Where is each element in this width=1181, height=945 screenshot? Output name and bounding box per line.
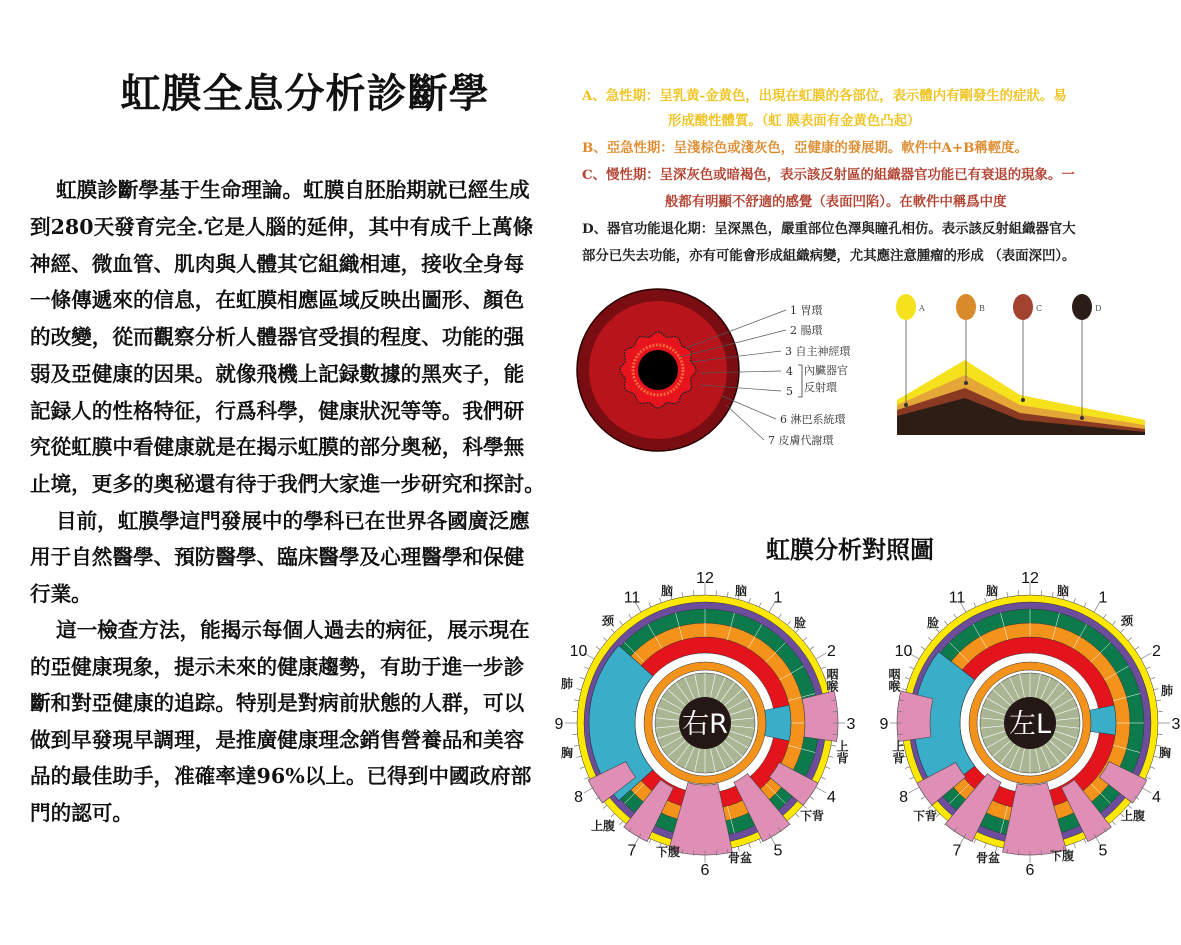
clock-number: 4 <box>1151 789 1161 806</box>
clock-tick <box>1128 638 1132 641</box>
stage-line: D、器官功能退化期：呈深黑色，嚴重部位色澤與瞳孔相仿。表示該反射組織器官大 <box>582 221 1076 237</box>
clock-tick <box>1112 821 1115 825</box>
region-label: 上背 <box>835 740 849 764</box>
clock-tick <box>1154 689 1159 690</box>
clock-tick <box>1150 678 1155 680</box>
clock-tick <box>574 700 579 701</box>
clock-tick <box>580 678 585 680</box>
clock-tick <box>1128 805 1132 808</box>
cross-section-label: 4 <box>786 365 793 378</box>
clock-number: 4 <box>826 789 836 806</box>
clock-tick <box>902 689 907 690</box>
clock-tick <box>954 614 957 618</box>
region-label: 肺 <box>1160 684 1174 698</box>
region-label: 脸 <box>926 616 940 630</box>
clock-tick <box>803 805 807 808</box>
clock-tick <box>821 777 826 779</box>
clock-tick <box>816 653 826 659</box>
clock-tick <box>1141 787 1151 793</box>
region-label: 下腹 <box>1049 849 1075 863</box>
clock-tick <box>787 621 790 625</box>
clock-tick <box>985 843 987 848</box>
clock-tick <box>577 689 582 690</box>
intro-line: 到280天發育完全.它是人腦的延伸，其中有成千上萬條 <box>30 215 534 239</box>
clock-number: 3 <box>846 716 856 733</box>
clock-tick <box>985 598 987 603</box>
clock-tick <box>928 805 932 808</box>
clock-tick <box>909 777 914 779</box>
clock-tick <box>759 602 761 607</box>
intro-line: 記録人的性格特征，行爲科學，健康狀況等等。我們研 <box>30 399 525 423</box>
clock-tick <box>603 638 607 641</box>
clock-tick <box>1154 756 1159 757</box>
region-label: 颈 <box>601 614 615 628</box>
cross-section-label: 7 皮膚代謝環 <box>768 434 834 447</box>
clock-tick <box>945 621 948 625</box>
clock-tick <box>1141 653 1151 659</box>
region-label: 下腹 <box>655 845 681 859</box>
clock-tick <box>921 796 925 799</box>
page-title: 虹膜全息分析診斷學 <box>120 70 490 117</box>
intro-line: 弱及亞健康的因果。就像飛機上記録數據的黑夾子，能 <box>30 362 525 386</box>
intro-line: 斷和對亞健康的追踪。特别是對病前狀態的人群，可以 <box>30 691 525 715</box>
cross-section-label: 1 胃環 <box>790 304 823 317</box>
center-label: 右R <box>682 709 728 740</box>
clock-number: 7 <box>952 842 962 860</box>
intro-line: 用于自然醫學、預防醫學、臨床醫學及心理醫學和保健 <box>30 545 525 569</box>
clock-tick <box>1135 647 1139 650</box>
clock-tick <box>727 592 728 597</box>
intro-line: 神經、微血管、肌肉與人體其它組織相連，接收全身每 <box>30 252 525 276</box>
stage-line: B、亞急性期：呈淺棕色或淺灰色，亞健康的發展期。軟件中A+B稱輕度。 <box>582 140 1028 156</box>
clock-tick <box>759 839 761 844</box>
stage-line: A、急性期：呈乳黄-金黄色，出現在虹膜的各部位，表示體内有剛發生的症狀。易 <box>582 88 1067 104</box>
region-label: 脑 <box>660 584 674 598</box>
inner-zone <box>1090 705 1116 735</box>
stage-line: 部分已失去功能，亦有可能會形成組織病變，尤其應注意腫瘤的形成 （表面深凹）。 <box>582 248 1076 264</box>
clock-number: 12 <box>696 570 714 587</box>
cross-section-label: 反射環 <box>804 381 837 394</box>
clock-tick <box>905 767 910 769</box>
clock-tick <box>928 638 932 641</box>
clock-tick <box>611 814 615 818</box>
region-label: 脑 <box>734 584 748 598</box>
cross-section-label: 3 自主神經環 <box>785 345 851 358</box>
clock-number: 9 <box>554 716 564 733</box>
region-label: 咽喉 <box>825 668 839 692</box>
region-label: 胸 <box>1158 746 1172 760</box>
clock-tick <box>574 745 579 746</box>
clock-tick <box>749 843 751 848</box>
marker-dot <box>964 381 968 385</box>
clock-number: 5 <box>1098 842 1108 860</box>
clock-tick <box>1074 843 1076 848</box>
intro-line: 門的認可。 <box>30 801 133 825</box>
intro-line: 一條傳遞來的信息，在虹膜相應區域反映出圖形、顏色 <box>30 288 525 312</box>
clock-tick <box>1103 614 1106 618</box>
clock-tick <box>584 667 589 669</box>
intro-line: 這一檢查方法，能揭示每個人過去的病征，展示現在 <box>56 618 530 642</box>
clock-tick <box>816 787 826 793</box>
region-label: 骨盆 <box>727 851 753 865</box>
clock-tick <box>909 667 914 669</box>
clock-tick <box>796 814 800 818</box>
intro-line: 虹膜診斷學基于生命理論。虹膜自胚胎期就已經生成 <box>56 178 530 202</box>
intro-line: 做到早發現早調理，是推廣健康理念銷售營養品和美容 <box>30 728 525 752</box>
clock-tick <box>803 638 807 641</box>
stage-marker-d <box>1072 294 1092 320</box>
region-label: 上腹 <box>590 819 616 833</box>
region-label: 脑 <box>985 584 999 598</box>
clock-number: 10 <box>894 643 913 660</box>
clock-tick <box>974 839 976 844</box>
clock-number: 6 <box>1025 862 1035 879</box>
clock-number: 6 <box>700 862 710 879</box>
clock-number: 3 <box>1171 716 1181 733</box>
clock-tick <box>810 796 814 799</box>
clock-tick <box>921 647 925 650</box>
intro-line: 目前，虹膜學這門發展中的學科已在世界各國廣泛應 <box>56 509 530 533</box>
region-label: 肺 <box>560 677 574 691</box>
intro-line: 的亞健康現象，提示未來的健康趨勢，有助于進一步診 <box>30 655 525 679</box>
clock-tick <box>1156 700 1161 701</box>
clock-number: 12 <box>1021 570 1039 587</box>
stage-marker-b <box>956 294 976 320</box>
clock-number: 2 <box>1151 643 1161 660</box>
clock-tick <box>584 787 594 793</box>
marker-dot <box>1021 398 1025 402</box>
stage-marker-label: D <box>1095 304 1102 313</box>
intro-line: 行業。 <box>30 582 92 606</box>
clock-tick <box>905 678 910 680</box>
clock-tick <box>829 756 834 757</box>
clock-tick <box>1146 667 1151 669</box>
region-label: 胸 <box>560 746 574 760</box>
clock-tick <box>1150 767 1155 769</box>
region-label: 脑 <box>1056 584 1070 598</box>
pupil <box>638 350 678 390</box>
region-label: 咽喉 <box>887 668 901 692</box>
cross-section-label: 5 <box>786 385 793 398</box>
marker-dot <box>1080 416 1084 420</box>
stage-line: 形成酸性體質。（虹 膜表面有金黄色凸起） <box>668 113 921 129</box>
clock-number: 5 <box>773 842 783 860</box>
clock-tick <box>577 756 582 757</box>
clock-tick <box>629 614 632 618</box>
clock-tick <box>749 598 751 603</box>
stage-marker-a <box>896 294 916 320</box>
clock-tick <box>584 777 589 779</box>
clock-number: 10 <box>569 643 588 660</box>
clock-tick <box>778 614 781 618</box>
stage-line: 般都有明顯不舒適的感覺（表面凹陷）。在軟件中稱爲中度 <box>665 194 1007 210</box>
clock-tick <box>1121 629 1125 633</box>
clock-number: 8 <box>899 789 909 806</box>
clock-tick <box>1052 592 1053 597</box>
inner-zone <box>765 705 791 741</box>
cross-section-label: 6 淋巴系統環 <box>780 413 846 426</box>
clock-tick <box>580 767 585 769</box>
region-label: 上背 <box>891 740 905 764</box>
clock-tick <box>1074 598 1076 603</box>
cross-section-label: 內臟器官 <box>804 364 848 377</box>
clock-tick <box>620 621 623 625</box>
stage-marker-c <box>1013 294 1033 320</box>
region-label: 上腹 <box>1120 809 1146 823</box>
region-label: 下背 <box>912 809 938 823</box>
bracket <box>798 365 802 397</box>
clock-number: 7 <box>627 842 637 860</box>
clock-tick <box>1084 602 1086 607</box>
cross-section-label: 2 腸環 <box>790 324 823 337</box>
stage-marker-label: A <box>919 304 925 313</box>
clock-tick <box>825 767 830 769</box>
clock-number: 1 <box>773 589 783 607</box>
region-label: 颈 <box>1120 614 1134 628</box>
stage-line: C、慢性期：呈深灰色或暗褐色，表示該反射區的組織器官功能已有衰退的現象。一 <box>582 167 1075 183</box>
clock-tick <box>810 647 814 650</box>
intro-line: 止境，更多的奥秘還有待于我們大家進一步研究和探討。 <box>30 472 545 496</box>
clock-tick <box>660 598 662 603</box>
center-label: 左L <box>1008 709 1052 740</box>
clock-tick <box>1007 592 1008 597</box>
clock-tick <box>649 839 651 844</box>
clock-tick <box>974 602 976 607</box>
clock-tick <box>909 787 919 793</box>
region-label: 骨盆 <box>975 851 1001 865</box>
clock-number: 2 <box>826 643 836 660</box>
clock-tick <box>596 647 600 650</box>
clock-number: 8 <box>574 789 584 806</box>
clock-tick <box>1084 839 1086 844</box>
clock-number: 9 <box>879 716 889 733</box>
clock-tick <box>682 592 683 597</box>
chart-subtitle: 虹膜分析對照圖 <box>766 535 934 564</box>
clock-number: 11 <box>623 589 641 607</box>
clock-tick <box>1146 777 1151 779</box>
intro-line: 品的最佳助手，准確率達96%以上。已得到中國政府部 <box>30 764 532 788</box>
clock-number: 1 <box>1098 589 1108 607</box>
intro-line: 的改變，從而觀察分析人體器官受損的程度、功能的强 <box>30 325 525 349</box>
clock-tick <box>649 602 651 607</box>
clock-tick <box>611 629 615 633</box>
stage-marker-label: B <box>979 304 985 313</box>
clock-tick <box>620 821 623 825</box>
stage-marker-label: C <box>1036 304 1043 313</box>
marker-dot <box>904 403 908 407</box>
leader-line <box>726 405 764 440</box>
clock-tick <box>603 805 607 808</box>
intro-line: 究從虹膜中看健康就是在揭示虹膜的部分奥秘，科學無 <box>30 435 525 459</box>
region-label: 脸 <box>793 616 807 630</box>
region-label: 下背 <box>799 809 825 823</box>
clock-tick <box>1112 621 1115 625</box>
clock-number: 11 <box>948 589 966 607</box>
